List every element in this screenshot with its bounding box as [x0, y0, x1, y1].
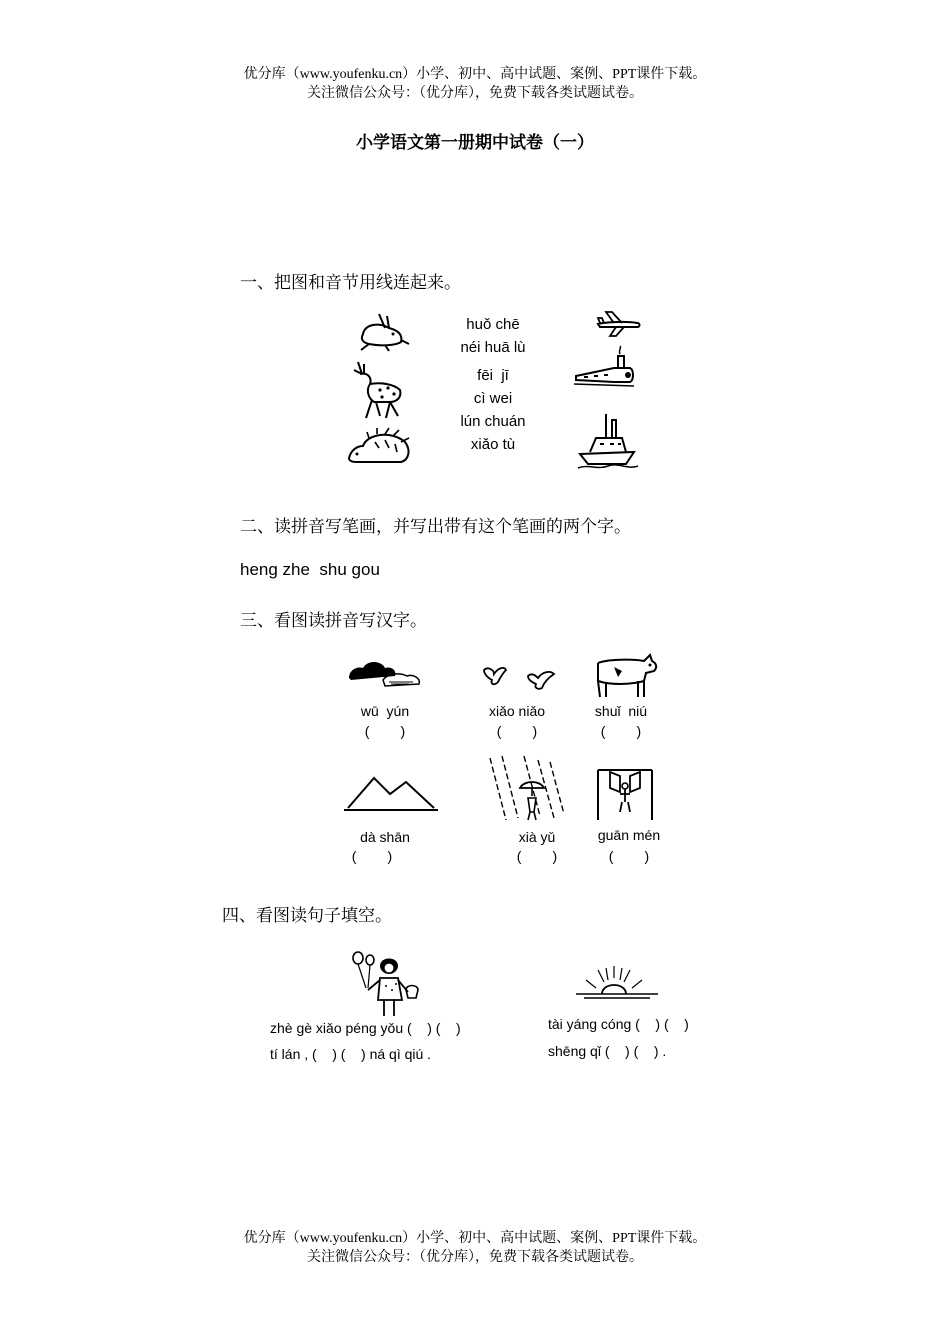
hedgehog-icon — [345, 428, 413, 468]
ship-icon — [576, 412, 640, 470]
page-title: 小学语文第一册期中试卷（一） — [356, 133, 594, 152]
deer-icon — [350, 360, 410, 422]
sentence-right-line-2: shēng qǐ ( ) ( ) . — [548, 1043, 667, 1059]
section-3-heading: 三、看图读拼音写汉字。 — [240, 611, 427, 630]
rain-icon — [484, 756, 568, 824]
blank-dashan: ( ) — [351, 848, 393, 864]
cow-icon — [594, 651, 660, 699]
footer-line-1: 优分库（www.youfenku.cn）小学、初中、高中试题、案例、PPT课件下载。 — [243, 1231, 707, 1246]
syllable-ciwei: cì wei — [473, 390, 513, 407]
sunrise-icon — [574, 960, 660, 1004]
window-icon — [594, 768, 656, 822]
footer-line-2: 关注微信公众号：（优分库），免费下载各类试题试卷。 — [307, 1250, 643, 1265]
train-icon — [574, 346, 636, 390]
pinyin-shuiniu: shuǐ niú — [594, 703, 648, 719]
section-1-heading: 一、把图和音节用线连起来。 — [240, 273, 461, 292]
blank-shuiniu: ( ) — [600, 723, 642, 739]
pinyin-xiaoniao: xiǎo niǎo — [488, 703, 546, 719]
stroke-names: heng zhe shu gou — [240, 560, 380, 579]
section-4-heading: 四、看图读句子填空。 — [222, 906, 392, 925]
syllable-huoche: huǒ chē — [466, 316, 520, 333]
pinyin-wuyun: wū yún — [360, 703, 410, 719]
syllable-feiji: fēi jī — [477, 367, 509, 384]
blank-wuyun: ( ) — [364, 723, 406, 739]
blank-xiaoniao: ( ) — [496, 723, 538, 739]
sentence-left-line-2: tí lán , ( ) ( ) ná qì qiú . — [270, 1046, 432, 1062]
rabbit-icon — [355, 312, 410, 352]
syllable-neihualu: néi huā lù — [460, 339, 526, 356]
girl-icon — [350, 952, 426, 1020]
sentence-left-line-1: zhè gè xiǎo péng yǒu ( ) ( ) — [270, 1020, 461, 1036]
blank-xiayu: ( ) — [516, 848, 558, 864]
pinyin-guanmen: guān mén — [597, 827, 661, 843]
blank-guanmen: ( ) — [608, 848, 650, 864]
section-2-heading: 二、读拼音写笔画，并写出带有这个笔画的两个字。 — [240, 517, 631, 536]
cloud-icon — [347, 658, 423, 690]
header-line-2: 关注微信公众号：（优分库），免费下载各类试题试卷。 — [307, 86, 643, 101]
sentence-right-line-1: tài yáng cóng ( ) ( ) — [548, 1016, 689, 1032]
syllable-lunchuan: lún chuán — [460, 413, 526, 430]
airplane-icon — [596, 310, 642, 338]
pinyin-xiayu: xià yǔ — [518, 829, 556, 845]
bird-icon — [480, 664, 560, 694]
syllable-xiaotu: xiǎo tù — [470, 436, 516, 453]
pinyin-dashan: dà shān — [360, 829, 410, 845]
mountain-icon — [344, 770, 438, 812]
header-line-1: 优分库（www.youfenku.cn）小学、初中、高中试题、案例、PPT课件下载。 — [243, 67, 707, 82]
